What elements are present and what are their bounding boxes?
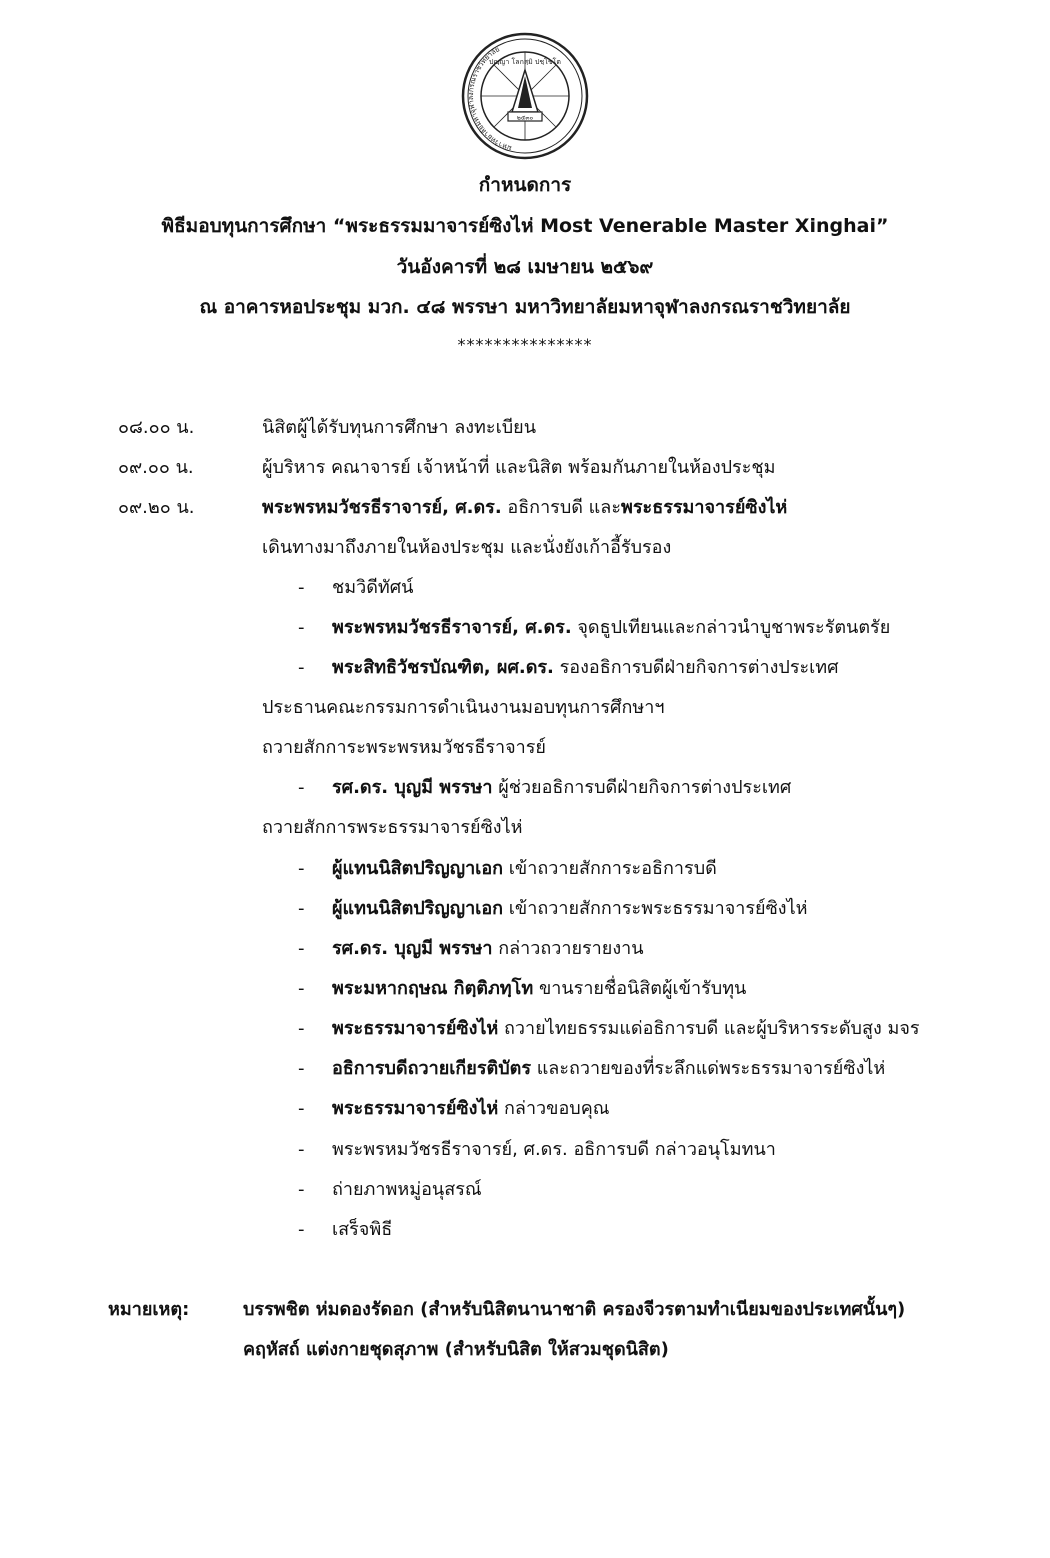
note-line: คฤหัสถ์ แต่งกายชุดสุภาพ (สำหรับนิสิต ให้สวมชุดนิสิต) [243,1339,669,1360]
bullet-dash: - [298,777,305,798]
event-name: พิธีมอบทุนการศึกษา “พระธรรมมาจารย์ซิงไห่ Most Venerable Master Xinghai” [161,215,889,237]
activity-item: พระธรรมาจารย์ซิงไห่ กล่าวขอบคุณ [332,1098,610,1119]
activity-item: พระมหากฤษณ กิตฺติภทฺโท ขานรายชื่อนิสิตผู้เข้ารับทุน [332,978,747,999]
activity-item: ชมวิดีทัศน์ [332,577,414,598]
bullet-dash: - [298,1058,305,1079]
bullet-dash: - [298,1018,305,1039]
schedule-text: ผู้บริหาร คณาจารย์ เจ้าหน้าที่ และนิสิต พร้อมกันภายในห้องประชุม [262,457,776,478]
schedule-text: นิสิตผู้ได้รับทุนการศึกษา ลงทะเบียน [262,417,537,438]
note-label: หมายเหตุ: [108,1299,190,1320]
bullet-dash: - [298,577,305,598]
seal-ring-text: มหาวิทยาลัยมหาจุฬาลงกรณราชวิทยาลัย [467,45,513,153]
bullet-dash: - [298,978,305,999]
activity-item: ผู้แทนนิสิตปริญญาเอก เข้าถวายสักการะอธิการบดี [332,858,717,879]
bullet-dash: - [298,858,305,879]
bullet-dash: - [298,657,305,678]
schedule-time: ๐๙.๐๐ น. [118,457,194,478]
seal-year: ๒๕๓๐ [516,114,534,122]
schedule-time: ๐๘.๐๐ น. [118,417,195,438]
bullet-dash: - [298,1139,305,1160]
doc-title: กำหนดการ [478,174,572,196]
schedule-text [262,499,787,517]
continuation-text: ถวายสักการพระธรรมาจารย์ซิงไห่ [262,817,523,838]
separator-stars: *************** [457,335,593,354]
bullet-dash: - [298,1219,305,1240]
note-line: บรรพชิต ห่มดองรัดอก (สำหรับนิสิตนานาชาติ ครองจีวรตามทำเนียมของประเทศนั้นๆ) [243,1299,906,1320]
bullet-dash: - [298,898,305,919]
event-date: วันอังคารที่ ๒๘ เมษายน ๒๕๖๙ [396,256,654,278]
activity-item: เสร็จพิธี [332,1219,393,1240]
continuation-text: ประธานคณะกรรมการดำเนินงานมอบทุนการศึกษาฯ [262,697,665,718]
activity-item: ผู้แทนนิสิตปริญญาเอก เข้าถวายสักการะพระธรรมาจารย์ซิงไห่ [332,898,808,919]
bullet-dash: - [298,617,305,638]
schedule-text-continued: เดินทางมาถึงภายในห้องประชุม และนั่งยังเก้าอี้รับรอง [262,537,672,558]
continuation-text: ถวายสักการะพระพรหมวัชรธีราจารย์ [262,737,546,758]
schedule-text-mid: อธิการบดี และ [501,497,621,518]
event-venue: ณ อาคารหอประชุม มวก. ๔๘ พรรษา มหาวิทยาลัยมหาจุฬาลงกรณราชวิทยาลัย [199,296,851,318]
activity-item: พระพรหมวัชรธีราจารย์, ศ.ดร. อธิการบดี กล่าวอนุโมทนา [332,1139,776,1160]
schedule-time: ๐๙.๒๐ น. [118,497,195,518]
bullet-dash: - [298,1179,305,1200]
activity-item: พระธรรมาจารย์ซิงไห่ ถวายไทยธรรมแด่อธิการบดี และผู้บริหารระดับสูง มจร [332,1018,920,1039]
master-name: พระธรรมาจารย์ซิงไห่ [621,497,788,518]
bullet-dash: - [298,938,305,959]
activity-item: พระสิทธิวัชรบัณฑิต, ผศ.ดร. รองอธิการบดีฝ่ายกิจการต่างประเทศ [332,657,839,678]
rector-name: พระพรหมวัชรธีราจารย์, ศ.ดร. [262,497,502,518]
activity-item: รศ.ดร. บุญมี พรรษา ผู้ช่วยอธิการบดีฝ่ายกิจการต่างประเทศ [332,777,792,798]
seal-motto: ปญฺญา โลกสฺมิ ปชฺโชโต [489,58,561,66]
activity-item: อธิการบดีถวายเกียรติบัตร และถวายของที่ระลึกแด่พระธรรมาจารย์ซิงไห่ [332,1058,886,1079]
bullet-dash: - [298,1098,305,1119]
activity-item: ถ่ายภาพหมู่อนุสรณ์ [332,1179,482,1200]
university-seal [460,26,590,166]
activity-item: พระพรหมวัชรธีราจารย์, ศ.ดร. จุดธูปเทียนและกล่าวนำบูชาพระรัตนตรัย [332,617,891,638]
activity-item: รศ.ดร. บุญมี พรรษา กล่าวถวายรายงาน [332,938,644,959]
